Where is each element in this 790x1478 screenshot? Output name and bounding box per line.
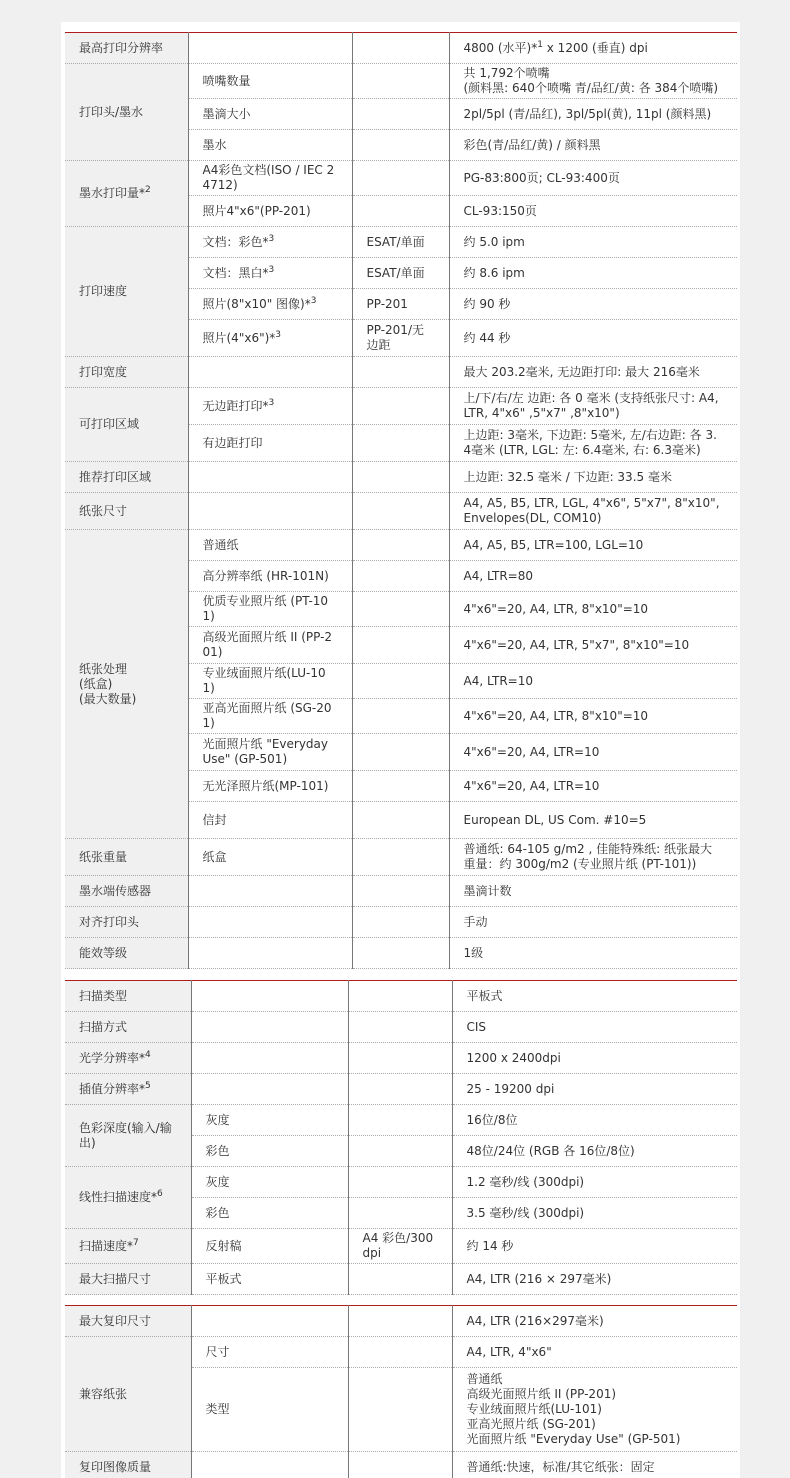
spec-value-text: 普通纸:快速，标准/其它纸张：固定	[466, 1459, 655, 1474]
spec-value	[449, 802, 737, 839]
spec-value	[452, 1452, 737, 1478]
spec-value	[449, 627, 737, 664]
spec-label	[65, 33, 188, 64]
spec-label-text: 兼容纸张	[79, 1386, 128, 1401]
spec-condition	[352, 320, 449, 357]
spec-label	[65, 530, 188, 839]
spec-value-text: 4"x6"=20, A4, LTR, 5"x7", 8"x10"=10	[463, 637, 690, 652]
spec-condition	[348, 1264, 452, 1295]
spec-value-tail: x 1200 (垂直) dpi	[542, 40, 648, 55]
spec-value-text: A4, LTR=80	[463, 568, 533, 583]
spec-subitem-text: 尺寸	[205, 1344, 230, 1359]
spec-label	[65, 1452, 191, 1478]
spec-label	[65, 357, 188, 388]
spec-value-text: 48位/24位 (RGB 各 16位/8位)	[466, 1143, 635, 1158]
spec-subitem	[188, 64, 352, 99]
spec-value	[449, 227, 737, 258]
spec-condition	[352, 664, 449, 699]
spec-subitem	[191, 1368, 348, 1452]
spec-value	[449, 462, 737, 493]
spec-value	[449, 320, 737, 357]
footnote-marker: 3	[275, 329, 282, 340]
spec-label-text: 线性扫描速度*	[79, 1190, 158, 1204]
spec-subitem	[191, 1452, 348, 1478]
spec-label	[65, 1229, 191, 1264]
spec-value	[452, 1264, 737, 1295]
spec-subitem-text: 灰度	[205, 1174, 230, 1189]
spec-label	[65, 981, 191, 1012]
spec-subitem	[191, 1136, 348, 1167]
spec-subitem	[188, 530, 352, 561]
spec-condition	[352, 99, 449, 130]
print-spec-table	[65, 32, 737, 969]
spec-condition	[352, 839, 449, 876]
spec-subitem	[188, 839, 352, 876]
spec-label-text: 打印速度	[79, 284, 128, 298]
spec-value-text: 1200 x 2400dpi	[466, 1050, 561, 1065]
spec-subitem	[188, 258, 352, 289]
spec-value-text: 25 - 19200 dpi	[466, 1081, 555, 1096]
spec-subitem	[188, 627, 352, 664]
spec-subitem-text: 灰度	[205, 1112, 230, 1127]
spec-value	[449, 33, 737, 64]
spec-label	[65, 839, 188, 876]
spec-value	[449, 99, 737, 130]
spec-value	[449, 771, 737, 802]
spec-value	[452, 1198, 737, 1229]
spec-value-text: PG-83:800页; CL-93:400页	[463, 170, 620, 185]
table-row	[65, 462, 737, 493]
spec-subitem	[191, 1229, 348, 1264]
footnote-marker: 2	[145, 185, 151, 195]
spec-subitem-text: 彩色	[205, 1205, 230, 1220]
spec-value	[452, 1306, 737, 1337]
spec-label	[65, 1306, 191, 1337]
spec-subitem	[191, 1167, 348, 1198]
spec-value	[449, 64, 737, 99]
spec-label-text: 可打印区域	[79, 417, 140, 431]
spec-subitem-text: 平板式	[205, 1271, 242, 1286]
spec-subitem	[188, 493, 352, 530]
spec-subitem-text: 照片(8"x10" 图像)*	[202, 296, 311, 311]
spec-condition	[352, 907, 449, 938]
spec-subitem-text: 有边距打印	[202, 435, 263, 450]
spec-value-text: 约 90 秒	[463, 296, 511, 311]
spec-label-text: 扫描方式	[79, 1019, 128, 1034]
table-row	[65, 357, 737, 388]
spec-subitem-text: 无边距打印*	[202, 398, 269, 413]
spec-subitem	[188, 907, 352, 938]
spec-condition	[352, 627, 449, 664]
spec-condition	[348, 1105, 452, 1136]
spec-value-text: A4, LTR (216×297毫米)	[466, 1313, 604, 1328]
spec-value	[449, 161, 737, 196]
spec-value-text: European DL, US Com. #10=5	[463, 812, 647, 827]
spec-subitem	[188, 357, 352, 388]
spec-label	[65, 1337, 191, 1452]
spec-condition	[348, 1012, 452, 1043]
spec-subitem	[191, 1198, 348, 1229]
spec-label-text: 对齐打印头	[79, 914, 140, 929]
spec-label-text: 打印宽度	[79, 364, 128, 379]
table-row	[65, 876, 737, 907]
table-row	[65, 839, 737, 876]
spec-condition	[352, 258, 449, 289]
spec-subitem	[188, 592, 352, 627]
spec-subitem-text: 照片(4"x6")*	[202, 330, 276, 345]
spec-subitem	[188, 196, 352, 227]
spec-condition	[352, 425, 449, 462]
spec-subitem-text: 普通纸	[202, 537, 239, 552]
table-row	[65, 227, 737, 258]
spec-label-text: 推荐打印区域	[79, 469, 152, 484]
table-row	[65, 388, 737, 425]
spec-subitem	[191, 1012, 348, 1043]
spec-condition	[352, 699, 449, 734]
spec-value	[452, 1043, 737, 1074]
spec-subitem	[191, 1043, 348, 1074]
spec-value	[452, 1337, 737, 1368]
spec-value-text: 1.2 毫秒/线 (300dpi)	[466, 1174, 585, 1189]
spec-label	[65, 1012, 191, 1043]
spec-value	[449, 196, 737, 227]
spec-subitem	[191, 981, 348, 1012]
table-row	[65, 938, 737, 969]
spec-subitem-text: A4彩色文档(ISO / IEC 24712)	[202, 163, 335, 192]
spec-value	[449, 839, 737, 876]
spec-label	[65, 1043, 191, 1074]
table-row	[65, 1105, 737, 1136]
spec-label-text: 纸张尺寸	[79, 503, 128, 518]
spec-condition-text: ESAT/单面	[366, 234, 425, 249]
spec-label-text: 纸张处理 (纸盒) (最大数量)	[79, 661, 137, 706]
spec-value	[449, 357, 737, 388]
spec-label-text: 打印头/墨水	[79, 104, 144, 119]
spec-label	[65, 227, 188, 357]
spec-value-text: 4"x6"=20, A4, LTR, 8"x10"=10	[463, 601, 649, 616]
spec-value	[449, 130, 737, 161]
spec-subitem	[188, 664, 352, 699]
spec-value-text: 约 44 秒	[463, 330, 511, 345]
spec-label	[65, 493, 188, 530]
spec-subitem-text: 专业绒面照片纸(LU-101)	[202, 666, 326, 695]
spec-subitem	[188, 462, 352, 493]
spec-label-text: 能效等级	[79, 945, 128, 960]
spec-condition	[352, 64, 449, 99]
spec-condition	[352, 802, 449, 839]
spec-label	[65, 462, 188, 493]
spec-condition	[352, 388, 449, 425]
spec-subitem	[191, 1264, 348, 1295]
spec-condition	[348, 1198, 452, 1229]
spec-value	[449, 734, 737, 771]
spec-value	[449, 493, 737, 530]
spec-value-text: A4, LTR, 4"x6"	[466, 1344, 552, 1359]
spec-label	[65, 1105, 191, 1167]
spec-value	[449, 289, 737, 320]
footnote-marker: 3	[268, 397, 275, 408]
spec-label-text: 墨水打印量*	[79, 186, 146, 200]
spec-value	[449, 561, 737, 592]
spec-label	[65, 876, 188, 907]
spec-subitem-text: 信封	[202, 812, 227, 827]
scan-spec-table	[65, 980, 737, 1295]
table-row	[65, 1452, 737, 1478]
spec-value	[452, 1368, 737, 1452]
spec-value-text: 上边距: 3毫米, 下边距: 5毫米, 左/右边距: 各 3.4毫米 (LTR, LGL: 左: 6.4毫米, 右: 6.3毫米)	[463, 428, 717, 457]
spec-value	[452, 1074, 737, 1105]
spec-subitem-text: 照片4"x6"(PP-201)	[202, 203, 311, 218]
spec-subitem-text: 文档：彩色*	[202, 234, 269, 249]
table-row	[65, 64, 737, 99]
spec-subitem-text: 类型	[205, 1402, 230, 1416]
spec-subitem-text: 文档：黑白*	[202, 265, 269, 280]
spec-subitem	[188, 130, 352, 161]
spec-condition	[348, 1043, 452, 1074]
spec-subitem	[191, 1105, 348, 1136]
spec-condition	[352, 938, 449, 969]
spec-subitem-text: 彩色	[205, 1143, 230, 1158]
table-row	[65, 1337, 737, 1368]
spec-condition	[352, 161, 449, 196]
footnote-marker: 3	[268, 233, 275, 244]
spec-value	[452, 981, 737, 1012]
footnote-marker: 5	[145, 1080, 151, 1091]
spec-condition	[352, 592, 449, 627]
spec-subitem	[188, 227, 352, 258]
table-row	[65, 907, 737, 938]
spec-value	[449, 938, 737, 969]
spec-label	[65, 1264, 191, 1295]
spec-value-text: 约 8.6 ipm	[463, 265, 525, 280]
spec-subitem	[188, 734, 352, 771]
spec-subitem-text: 墨水	[202, 137, 227, 152]
spec-subitem	[188, 388, 352, 425]
table-row	[65, 1043, 737, 1074]
footnote-marker: 3	[310, 295, 317, 306]
spec-condition	[352, 130, 449, 161]
spec-value-text: 16位/8位	[466, 1112, 518, 1127]
spec-condition	[348, 1167, 452, 1198]
table-row	[65, 1012, 737, 1043]
spec-value-text: 4"x6"=20, A4, LTR=10	[463, 778, 600, 793]
spec-condition	[348, 1229, 452, 1264]
footnote-marker: 3	[268, 264, 275, 275]
spec-value-text: 3.5 毫秒/线 (300dpi)	[466, 1205, 585, 1220]
spec-value-text: A4, LTR=10	[463, 673, 533, 688]
spec-subitem	[191, 1337, 348, 1368]
spec-value-text: 共 1,792个喷嘴 (颜料黑: 640个喷嘴 青/品红/黄: 各 384个喷嘴)	[463, 66, 719, 95]
table-row	[65, 981, 737, 1012]
spec-page	[61, 22, 740, 1478]
spec-condition-text: PP-201	[366, 296, 408, 311]
spec-subitem	[188, 161, 352, 196]
spec-value	[452, 1229, 737, 1264]
spec-condition	[352, 33, 449, 64]
table-row	[65, 1229, 737, 1264]
spec-subitem	[188, 425, 352, 462]
spec-value-text: 约 5.0 ipm	[463, 234, 525, 249]
footnote-marker: 1	[537, 39, 543, 50]
spec-value-text: 1级	[463, 945, 484, 960]
spec-label	[65, 938, 188, 969]
spec-subitem	[188, 876, 352, 907]
spec-value	[449, 699, 737, 734]
footnote-marker: 7	[133, 1237, 139, 1248]
spec-label-text: 色彩深度(输入/输出)	[79, 1120, 172, 1150]
spec-condition-text: ESAT/单面	[366, 265, 425, 280]
spec-value-text: 约 14 秒	[466, 1238, 514, 1253]
spec-value-text: 上边距: 32.5 毫米 / 下边距: 33.5 毫米	[463, 469, 672, 484]
spec-subitem-text: 纸盒	[202, 849, 227, 864]
spec-condition	[348, 981, 452, 1012]
spec-subitem-text: 反射稿	[205, 1238, 242, 1253]
spec-value	[452, 1167, 737, 1198]
table-row	[65, 33, 737, 64]
spec-condition	[348, 1368, 452, 1452]
spec-condition	[348, 1452, 452, 1478]
spec-condition-text: A4 彩色/300dpi	[362, 1231, 434, 1260]
spec-value-text: CL-93:150页	[463, 203, 537, 218]
spec-value	[449, 258, 737, 289]
spec-subitem-text: 高分辨率纸 (HR-101N)	[202, 568, 329, 583]
spec-condition	[352, 771, 449, 802]
spec-label-text: 扫描类型	[79, 988, 128, 1003]
table-row	[65, 493, 737, 530]
spec-value-text: 4"x6"=20, A4, LTR, 8"x10"=10	[463, 708, 649, 723]
spec-value	[452, 1136, 737, 1167]
spec-condition	[352, 227, 449, 258]
table-row	[65, 1306, 737, 1337]
spec-subitem	[188, 289, 352, 320]
spec-condition	[348, 1337, 452, 1368]
spec-subitem	[188, 320, 352, 357]
spec-condition	[352, 493, 449, 530]
spec-subitem-text: 光面照片纸 "Everyday Use" (GP-501)	[202, 737, 329, 766]
spec-subitem-text: 优质专业照片纸 (PT-101)	[202, 594, 329, 623]
spec-subitem	[188, 99, 352, 130]
spec-value	[449, 530, 737, 561]
spec-value	[449, 592, 737, 627]
spec-condition	[352, 289, 449, 320]
spec-condition	[348, 1306, 452, 1337]
spec-value	[449, 907, 737, 938]
spec-subitem	[188, 771, 352, 802]
spec-value	[449, 388, 737, 425]
spec-value	[452, 1012, 737, 1043]
spec-value-text: A4, A5, B5, LTR=100, LGL=10	[463, 537, 644, 552]
spec-value-text: 普通纸 高级光面照片纸 II (PP-201) 专业绒面照片纸(LU-101) 亚高光照片纸 (SG-201) 光面照片纸 "Everyday Use" (GP-501)	[466, 1372, 681, 1446]
spec-label	[65, 1074, 191, 1105]
copy-spec-table	[65, 1305, 737, 1478]
spec-label-text: 复印图像质量	[79, 1459, 152, 1474]
spec-subitem-text: 亚高光面照片纸 (SG-201)	[202, 701, 332, 730]
spec-value	[449, 876, 737, 907]
spec-label-text: 墨水端传感器	[79, 883, 152, 898]
spec-subitem-text: 高级光面照片纸 II (PP-201)	[202, 630, 333, 659]
spec-subitem	[188, 802, 352, 839]
spec-label-text: 扫描速度*	[79, 1238, 134, 1253]
spec-value-text: 最大 203.2毫米, 无边距打印: 最大 216毫米	[463, 364, 700, 379]
spec-subitem	[188, 938, 352, 969]
table-row	[65, 1167, 737, 1198]
footnote-marker: 4	[145, 1049, 151, 1060]
spec-value	[449, 664, 737, 699]
spec-subitem-text: 无光泽照片纸(MP-101)	[202, 778, 329, 793]
table-row	[65, 530, 737, 561]
spec-label-text: 最高打印分辨率	[79, 40, 164, 55]
spec-value-text: 2pl/5pl (青/品红), 3pl/5pl(黄), 11pl (颜料黑)	[463, 106, 712, 121]
spec-label-text: 纸张重量	[79, 849, 128, 864]
table-row	[65, 1074, 737, 1105]
spec-subitem-text: 喷嘴数量	[202, 73, 251, 88]
spec-condition	[352, 530, 449, 561]
spec-condition	[348, 1136, 452, 1167]
spec-condition	[352, 561, 449, 592]
table-row	[65, 1264, 737, 1295]
spec-value	[449, 425, 737, 462]
spec-subitem	[188, 699, 352, 734]
spec-label-text: 最大复印尺寸	[79, 1313, 152, 1328]
spec-condition	[352, 357, 449, 388]
spec-condition	[352, 734, 449, 771]
spec-value-text: A4, A5, B5, LTR, LGL, 4"x6", 5"x7", 8"x10", Envelopes(DL, COM10)	[463, 496, 720, 525]
spec-label	[65, 907, 188, 938]
spec-value-text: 墨滴计数	[463, 883, 512, 898]
spec-subitem	[188, 33, 352, 64]
spec-value-text: 4800 (水平)*	[463, 40, 538, 55]
spec-label-text: 插值分辨率*	[79, 1081, 146, 1096]
spec-value-text: 普通纸: 64-105 g/m2 , 佳能特殊纸: 纸张最大重量：约 300g/m2 (专业照片纸 (PT-101))	[463, 842, 712, 871]
spec-condition-text: PP-201/无边距	[366, 323, 424, 352]
spec-subitem	[191, 1306, 348, 1337]
spec-label	[65, 64, 188, 161]
spec-condition	[352, 876, 449, 907]
spec-subitem-text: 墨滴大小	[202, 106, 251, 121]
spec-value-text: 4"x6"=20, A4, LTR=10	[463, 744, 600, 759]
spec-condition	[348, 1074, 452, 1105]
spec-label	[65, 1167, 191, 1229]
spec-label	[65, 161, 188, 227]
spec-value-text: 上/下/右/左 边距: 各 0 毫米 (支持纸张尺寸: A4, LTR, 4"x6" ,5"x7" ,8"x10")	[463, 391, 719, 420]
spec-value-text: A4, LTR (216 × 297毫米)	[466, 1271, 612, 1286]
table-row	[65, 161, 737, 196]
spec-value-text: CIS	[466, 1019, 487, 1034]
spec-condition	[352, 462, 449, 493]
spec-subitem	[191, 1074, 348, 1105]
spec-subitem	[188, 561, 352, 592]
spec-value-text: 平板式	[466, 988, 503, 1003]
spec-condition	[352, 196, 449, 227]
spec-value-text: 彩色(青/品红/黄) / 颜料黑	[463, 137, 601, 152]
spec-label-text: 最大扫描尺寸	[79, 1271, 152, 1286]
spec-label	[65, 388, 188, 462]
spec-value-text: 手动	[463, 914, 488, 929]
footnote-marker: 6	[157, 1189, 163, 1199]
spec-value	[452, 1105, 737, 1136]
spec-label-text: 光学分辨率*	[79, 1050, 146, 1065]
